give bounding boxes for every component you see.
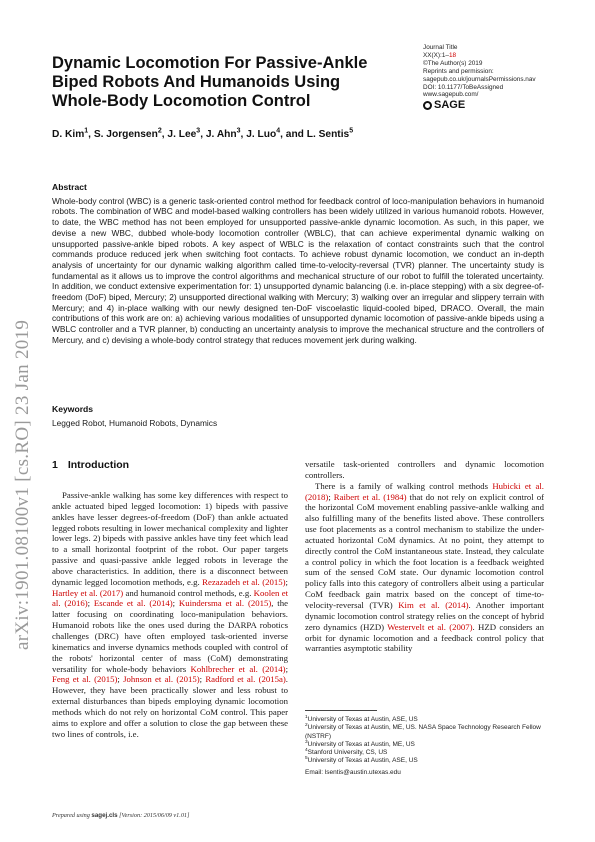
footnote-divider [305, 710, 377, 711]
footnotes [305, 716, 544, 777]
citation-link[interactable]: Escande et al. (2014) [93, 598, 173, 609]
citation-link[interactable]: Hubicki et al. (2018) [305, 480, 544, 502]
body-paragraph: There is a family of walking control methods Hubicki et al. (2018); Raibert et al. (1984) that do not rely on explicit control of the horizontal CoM movement enabling passive-ankle walking and also fulfilling many of the benefits listed above. These controllers use foot placements as a control mechanism to stabilize the under-actuated horizontal CoM dynamics. At no point, they attempt to directly control the CoM instantaneous state. Instead, they calculate a control policy in which the foot location is a feedback weighted sum of the sensed CoM state. Our dynamic locomotion control policy falls into this category of controllers albeit using a particular CoM feedback gain matrix based on the concept of time-to-velocity-reversal (TVR) Kim et al. (2014). Another important dynamic locomotion control strategy relies on the concept of hybrid zero dynamics (HZD) Westervelt et al. (2007). HZD considers an orbit for dynamic locomotion and a feedback control policy that warranties asymptotic stability [305, 480, 545, 654]
abstract-heading: Abstract [52, 182, 87, 192]
author: S. Jorgensen [93, 129, 158, 140]
journal-title: Journal Title [423, 44, 458, 51]
class-name: sagej.cls [91, 812, 118, 819]
section-title: Introduction [67, 459, 130, 471]
author-affiliation-mark: 3 [236, 127, 241, 135]
abstract [52, 182, 544, 346]
citation-link[interactable]: Kim et al. (2014) [398, 599, 469, 610]
arxiv-identifier: arXiv:1901.08100v1 [cs.RO] 23 Jan 2019 [12, 319, 33, 650]
paper-title: Dynamic Locomotion For Passive-Ankle Biped Robots And Humanoids Using Whole-Body Locomotion Control [52, 54, 368, 110]
keywords [52, 404, 544, 429]
doi: DOI: 10.1177/ToBeAssigned [423, 83, 504, 91]
journal-info [423, 44, 573, 110]
citation-link[interactable]: Radford et al. (2015a) [205, 674, 286, 685]
citation-link[interactable]: Kohlbrecher et al. (2014) [190, 663, 286, 674]
author: J. Lee [167, 129, 197, 140]
citation-link[interactable]: Westervelt et al. (2007) [387, 621, 473, 632]
author-affiliation-mark: 2 [157, 127, 162, 135]
sage-logo [423, 98, 573, 111]
citation-link[interactable]: Johnson et al. (2015) [123, 674, 200, 685]
citation-link[interactable]: Kuindersma et al. (2015) [178, 598, 272, 609]
body-paragraph: Passive-ankle walking has some key differences with respect to ankle actuated biped legged locomotion: 1) bipeds with passive ankles have lesser degrees-of-freedom (DoF) than ankle actuated legged robots resulting in lower mechanical complexity and lighter lower legs. 2) bipeds with passive ankles have tiny feet which lead to a small horizontal footprint of the robot. Our paper targets passive and quasi-passive ankle legged robots in leverage the above characteristics. In addition, there is a disconnect between dynamic legged locomotion methods, e.g. Rezazadeh et al. (2015); Hartley et al. (2017) and humanoid control methods, e.g. Koolen et al. (2016); Escande et al. (2014); Kuindersma et al. (2015), the latter focusing on coordinating loco-manipulation behaviors. Humanoid robots like the ones used during the DARPA robotics challenges (DRC) have often employed task-oriented inverse kinematics and inverse dynamics methods coupled with control of the robots' horizontal center of mass (CoM) demonstrating versatility for whole-body behaviors Kohlbrecher et al. (2014); Feng et al. (2015); Johnson et al. (2015); Radford et al. (2015a). However, they have been practically slower and less robust to external disturbances than bipeds employing dynamic locomotion methods which do not rely on horizontal CoM control. This paper aims to explore and offer a solution to close the gap between these two lines of controls, i.e. [52, 490, 289, 739]
keywords-text: Legged Robot, Humanoid Robots, Dynamics [52, 418, 218, 428]
contact-email[interactable]: Email: lsentis@austin.utexas.edu [305, 768, 401, 776]
section-heading [52, 459, 129, 471]
footnote: $^3$University of Texas at Austin, ME, US [305, 739, 415, 748]
abstract-text: Whole-body control (WBC) is a generic task-oriented control method for feedback control of loco-manipulation behaviors in humanoid robots. The combination of WBC and model-based walking controllers has been widely utilized in various humanoid robots. However, to date, the WBC method has not been employed for unsupported passive-ankle dynamic locomotion. As such, in this paper, we devise a new WBC, dubbed whole-body locomotion controller (WBLC), that can achieve experimental dynamic walking on unsupported passive-ankle biped robots. A key aspect of WBLC is the relaxation of contact constraints such that the control commands produce reduced jerk when switching foot contacts. To achieve robust dynamic locomotion, we conduct an in-depth analysis of uncertainty for our dynamic walking algorithm called time-to-velocity-reversal (TVR) planner. The uncertainty study is fundamental as it allows us to improve the control algorithms and mechanical structure of our robot to fulfill the tolerated uncertainty. In addition, we conduct extensive experimentation for: 1) unsupported dynamic balancing (i.e. in-place stepping) with a six degree-of-freedom (DoF) biped, Mercury; 2) unsupported directional walking with Mercury; 3) walking over an irregular and slippery terrain with Mercury; and 4) in-place walking with our newly designed ten-DoF viscoelastic liquid-cooled biped, DRACO. Overall, the main contributions of this work are on: a) achieving various modalities of unsupported dynamic locomotion of passive-ankle bipeds using a WBLC controller and a TVR planner, b) conducting an uncertainty analysis to improve the mechanical structure and the controllers of Mercury, and c) devising a whole-body control strategy that reduces movement jerk during walking. [52, 195, 544, 345]
journal-volume: XX(X):1–18 [423, 51, 457, 59]
publisher-website-link[interactable]: www.sagepub.com/ [423, 91, 479, 99]
citation-link[interactable]: Feng et al. (2015) [52, 674, 118, 685]
reprints-label: Reprints and permission: [423, 67, 494, 75]
author-affiliation-mark: 4 [276, 127, 281, 135]
author-affiliation-mark: 1 [84, 127, 89, 135]
right-column [305, 459, 544, 654]
left-column [52, 490, 288, 739]
citation-link[interactable]: Koolen et al. (2016) [52, 587, 289, 609]
journal-last-page[interactable]: 18 [448, 51, 457, 59]
arxiv-stamp [12, 210, 36, 650]
author: D. Kim [52, 129, 85, 140]
reprints-link[interactable]: sagepub.co.uk/journalsPermissions.nav [423, 75, 536, 83]
footnote: $^5$University of Texas at Austin, ASE, US [305, 756, 418, 765]
keywords-heading: Keywords [52, 404, 94, 414]
author-affiliation-mark: 3 [196, 127, 201, 135]
sage-logo-icon [423, 101, 432, 110]
author: J. Ahn [205, 129, 237, 140]
author-affiliation-mark: 5 [349, 127, 354, 135]
citation-link[interactable]: Hartley et al. (2017) [52, 587, 124, 598]
author: L. Sentis [306, 129, 350, 140]
author-list: D. Kim$^1$, S. Jorgensen$^2$, J. Lee$^3$, J. Ahn$^3$, J. Luo$^4$, and L. Sentis$^5$ [52, 127, 354, 140]
footnote: $^2$University of Texas at Austin, ME, US. NASA Space Technology Research Fellow (NSTRF) [305, 723, 541, 740]
sage-logo-text: SAGE [434, 98, 466, 111]
footnote: $^1$University of Texas at Austin, ASE, US [305, 714, 418, 723]
section-number: 1 [52, 459, 58, 471]
journal-copyright: ©The Author(s) 2019 [423, 59, 483, 67]
prepared-using-note: Prepared using sagej.cls [Version: 2015/06/09 v1.01] [52, 812, 190, 819]
citation-link[interactable]: Rezazadeh et al. (2015) [202, 576, 286, 587]
footnote: $^4$Stanford University, CS, US [305, 748, 388, 757]
citation-link[interactable]: Raibert et al. (1984) [333, 491, 407, 502]
author: J. Luo [246, 129, 277, 140]
body-paragraph: versatile task-oriented controllers and dynamic locomotion controllers. [305, 459, 544, 480]
